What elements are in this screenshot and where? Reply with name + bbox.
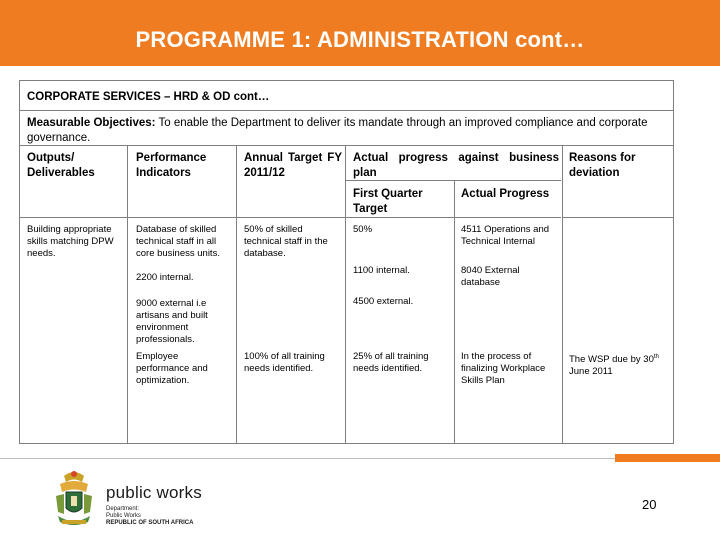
header-reasons: Reasons for deviation <box>569 152 636 179</box>
department-label: Department: <box>106 506 140 512</box>
reason-cell <box>569 351 669 378</box>
actual-progress-cell: 4511 Operations and Technical Internal <box>461 224 550 247</box>
annual-target-cell: 100% of all training needs identified. <box>244 351 325 374</box>
indicator-cell: Employee performance and optimization. <box>136 351 208 386</box>
indicator-cell: 2200 internal. <box>136 272 194 283</box>
page-title: PROGRAMME 1: ADMINISTRATION cont… <box>135 27 585 52</box>
footer-accent-bar <box>615 454 720 462</box>
annual-target-cell: 50% of skilled technical staff in the database. <box>244 224 328 259</box>
page-number: 20 <box>642 497 657 512</box>
first-quarter-cell: 4500 external. <box>353 296 414 307</box>
reason-text-end: June 2011 <box>569 366 613 378</box>
objectives-text: To enable the Department to deliver its mandate through an improved compliance and corporate governance. <box>27 117 648 144</box>
reason-text: The WSP due by 30 <box>569 354 654 366</box>
section-heading: CORPORATE SERVICES – HRD & OD cont… <box>27 91 270 103</box>
programme-table <box>19 80 674 444</box>
brand-block <box>106 483 202 527</box>
header-annual-target: Annual Target FY 2011/12 <box>244 152 342 179</box>
header-outputs: Outputs/ Deliverables <box>27 152 95 179</box>
brand-name: public works <box>106 483 202 502</box>
footer-rule <box>0 458 720 459</box>
indicator-cell: 9000 external i.e artisans and built environment professionals. <box>136 298 208 345</box>
department-name: Public Works <box>106 513 141 519</box>
table-rule <box>562 145 563 443</box>
first-quarter-cell: 50% <box>353 224 373 235</box>
header-actual: Actual Progress <box>461 188 550 200</box>
header-indicators: Performance Indicators <box>136 152 207 179</box>
coat-of-arms-icon <box>50 468 98 530</box>
table-rule <box>127 145 128 443</box>
table-rule <box>236 145 237 443</box>
table-rule <box>20 217 561 218</box>
header-actual-progress: Actual progress against business plan <box>353 152 559 179</box>
actual-progress-cell: 8040 External database <box>461 265 520 288</box>
actual-progress-cell: In the process of finalizing Workplace Skills Plan <box>461 351 546 386</box>
header-first-quarter: First Quarter Target <box>353 188 423 215</box>
table-rule <box>20 110 673 111</box>
measurable-objectives <box>27 116 667 146</box>
first-quarter-cell: 25% of all training needs identified. <box>353 351 429 374</box>
table-rule <box>345 145 346 443</box>
table-rule <box>562 217 673 218</box>
reason-superscript: th <box>653 354 659 360</box>
title-bar <box>0 0 720 66</box>
table-rule <box>454 180 455 443</box>
indicator-cell: Database of skilled technical staff in all core business units. <box>136 224 220 259</box>
first-quarter-cell: 1100 internal. <box>353 265 410 276</box>
objectives-label: Measurable Objectives: <box>27 117 156 129</box>
republic-label: REPUBLIC OF SOUTH AFRICA <box>106 520 194 526</box>
deliverable-cell: Building appropriate skills matching DPW needs. <box>27 224 114 259</box>
